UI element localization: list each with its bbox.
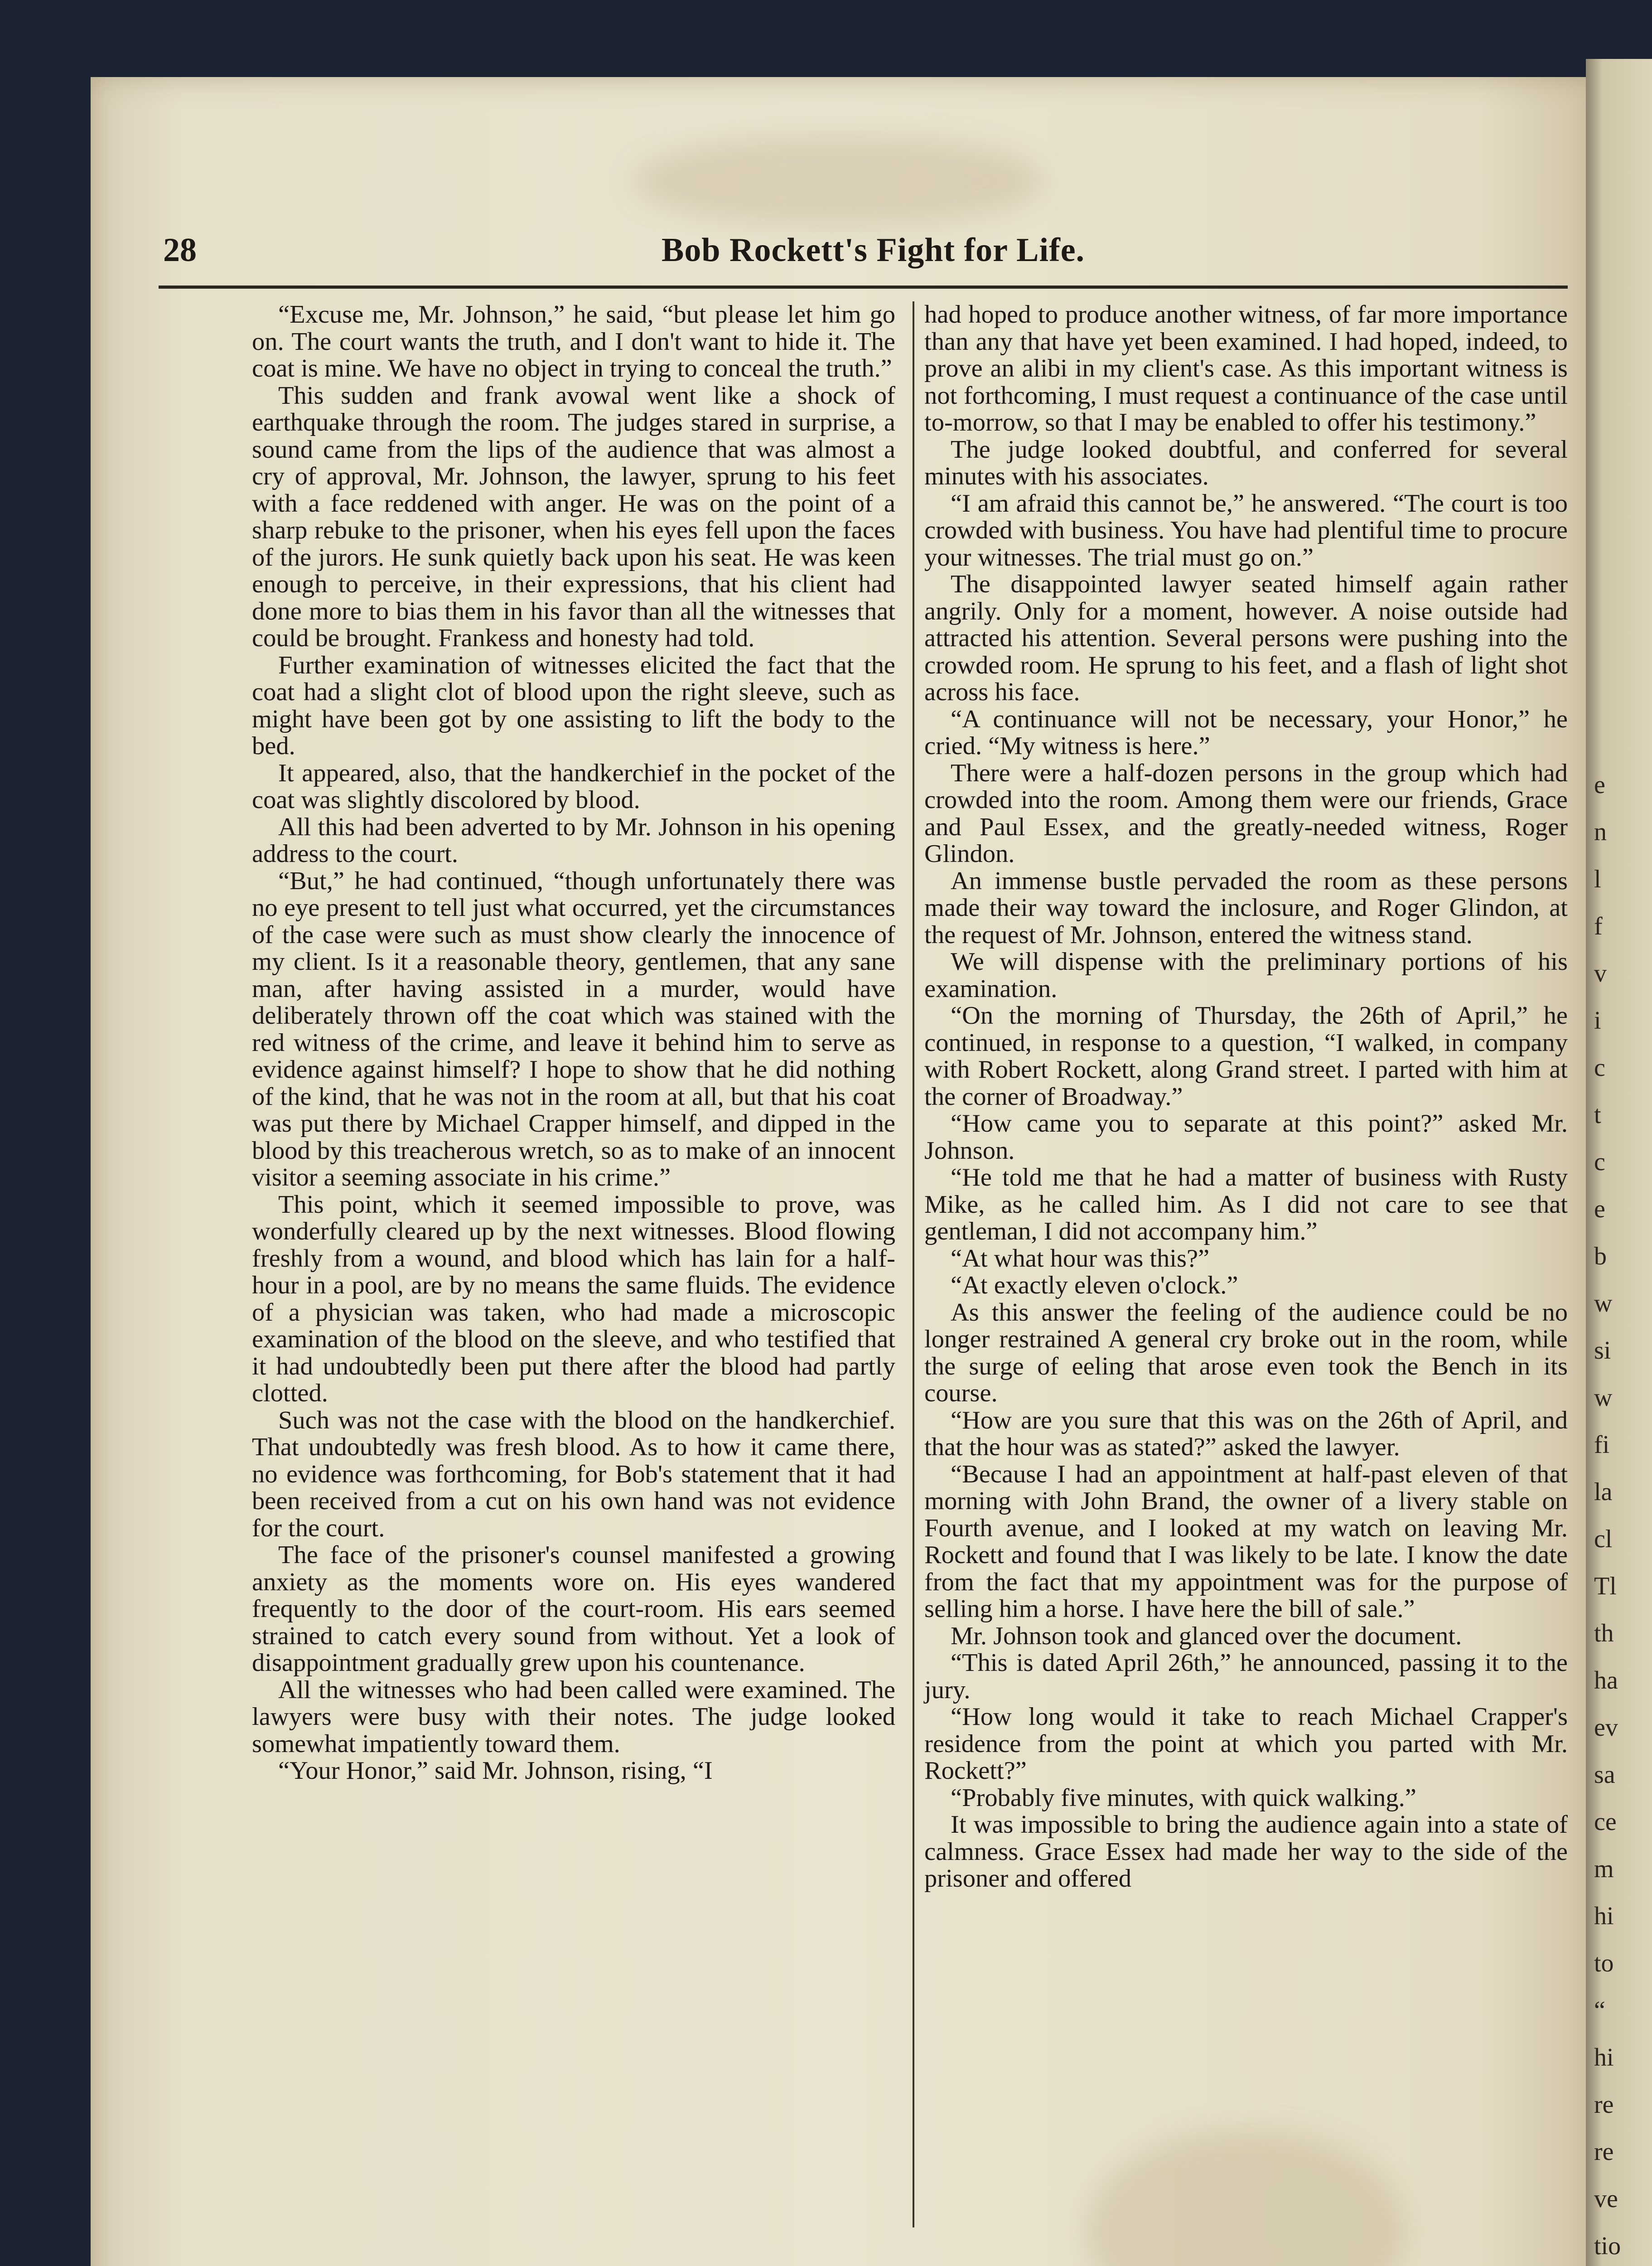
next-page-fragment: n [1594,818,1607,846]
next-page-fragment: ha [1594,1666,1618,1695]
paragraph: As this answer the feeling of the audience could be no longer restrained A general cry broke out in the room, while the surge of eeling that arose even took the Bench in its course. [924,1298,1568,1407]
paragraph: Further examination of witnesses elicited the fact that the coat had a slight clot of blood upon the right sleeve, such as might have been got by one assisting to lift the body to the bed. [252,651,895,760]
next-page-fragment: ev [1594,1714,1618,1742]
paragraph: An immense bustle pervaded the room as these persons made their way toward the inclosure, and Roger Glindon, at the request of Mr. Johnson, entered the witness stand. [924,867,1568,949]
next-page-fragment: Tl [1594,1572,1617,1600]
paragraph: “On the morning of Thursday, the 26th of April,” he continued, in response to a question, “I walked, in company with Robert Rockett, along Grand street. I parted with him at the corner of Broadway.” [924,1002,1568,1111]
paragraph: All the witnesses who had been called were examined. The lawyers were busy with their notes. The judge looked somewhat impatiently toward them. [252,1675,895,1758]
paragraph: All this had been adverted to by Mr. Johnson in his opening address to the court. [252,813,895,868]
next-page-fragment: ce [1594,1808,1617,1836]
paragraph: The disappointed lawyer seated himself again rather angrily. Only for a moment, however. A noise outside had attracted his attention. Several persons were pushing into the crowded room. He sprung to his feet, and a flash of light shot across his face. [924,570,1568,706]
next-page-fragment: w [1594,1384,1613,1412]
paragraph: It appeared, also, that the handkerchief in the pocket of the coat was slightly discolored by blood. [252,759,895,814]
next-page-fragment: hi [1594,2043,1614,2072]
page-number: 28 [163,232,197,269]
paragraph: Such was not the case with the blood on the handkerchief. That undoubtedly was fresh blood. As to how it came there, no evidence was forthcoming, for Bob's statement that it had been received from a cut on his own hand was not evidence for the court. [252,1406,895,1542]
next-page-fragment: th [1594,1619,1614,1647]
paper-stain [634,136,1042,227]
paragraph: It was impossible to bring the audience again into a state of calmness. Grace Essex had made her way to the side of the prisoner and offered [924,1811,1568,1893]
next-page-fragment: e [1594,771,1605,799]
next-page-fragment: la [1594,1478,1613,1506]
next-page-fragment: to [1594,1949,1614,1977]
paragraph: There were a half-dozen persons in the group which had crowded into the room. Among them were our friends, Grace and Paul Essex, and the greatly-needed witness, Roger Glindon. [924,759,1568,868]
paragraph: This sudden and frank avowal went like a shock of earthquake through the room. The judges stared in surprise, a sound came from the lips of the audience that was almost a cry of approval, Mr. Johnson, the lawyer, sprung to his feet with a face reddened with anger. He was on the point of a sharp rebuke to the prisoner, when his eyes fell upon the faces of the jurors. He sunk quietly back upon his seat. He was keen enough to perceive, in their expressions, that his client had done more to bias them in his favor than all the witnesses that could be brought. Frankess and honesty had told. [252,381,895,652]
paragraph: “How long would it take to reach Michael Crapper's residence from the point at which you parted with Mr. Rockett?” [924,1703,1568,1785]
next-page-fragment: v [1594,959,1607,988]
paragraph: Mr. Johnson took and glanced over the document. [951,1622,1462,1650]
paragraph: “I am afraid this cannot be,” he answered. “The court is too crowded with business. You have had plentiful time to procure your witnesses. The trial must go on.” [924,489,1568,571]
paragraph: “Probably five minutes, with quick walking.” [951,1783,1416,1812]
paragraph: “He told me that he had a matter of business with Rusty Mike, as he called him. As I did not care to see that gentleman, I did not accompany him.” [924,1163,1568,1245]
header-rule [159,286,1568,289]
next-page-fragment: fi [1594,1431,1610,1459]
paragraph: had hoped to produce another witness, of far more importance than any that have yet been examined. I had hoped, indeed, to prove an alibi in my client's case. As this important witness is not forthcoming, I must request a continuance of the case until to-morrow, so that I may be enabled to offer his testimony.” [924,300,1568,436]
next-page-fragment: tio [1594,2232,1621,2260]
paragraph: “A continuance will not be necessary, your Honor,” he cried. “My witness is here.” [924,705,1568,760]
paragraph: “Excuse me, Mr. Johnson,” he said, “but please let him go on. The court wants the truth, and I don't want to hide it. The coat is mine. We have no object in trying to conceal the truth.” [252,300,895,383]
paragraph: “At exactly eleven o'clock.” [951,1271,1238,1299]
next-page-fragment: e [1594,1195,1605,1223]
column-divider [913,301,914,2227]
next-page-fragment: t [1594,1101,1601,1129]
paragraph: “Your Honor,” said Mr. Johnson, rising, “I [278,1757,713,1785]
next-page-fragment: cl [1594,1525,1613,1553]
paragraph: “At what hour was this?” [951,1244,1210,1273]
next-page-fragment: sa [1594,1761,1615,1789]
page-header [163,227,1568,276]
next-page-fragment: w [1594,1289,1613,1317]
paragraph: “Because I had an appointment at half-past eleven of that morning with John Brand, the owner of a livery stable on Fourth avenue, and I looked at my watch on leaving Mr. Rockett and found that I was likely to be late. I know the date from the fact that my appointment was for the purpose of selling him a horse. I have here the bill of sale.” [924,1460,1568,1623]
paragraph: “But,” he had continued, “though unfortunately there was no eye present to tell just what occurred, yet the circumstances of the case were such as must show clearly the innocence of my client. Is it a reasonable theory, gentlemen, that any sane man, after having assisted in a murder, would have deliberately thrown off the coat which was stained with the red witness of the crime, and leave it behind him to serve as evidence against himself? I hope to show that he did nothing of the kind, that he was not in the room at all, but that his coat was put there by Michael Crapper himself, and dipped in the blood by this treacherous wretch, so as to make of an innocent visitor a seeming associate in his crime.” [252,867,895,1191]
paragraph: The judge looked doubtful, and conferred for several minutes with his associates. [924,435,1568,490]
paragraph: “This is dated April 26th,” he announced, passing it to the jury. [924,1649,1568,1704]
next-page-fragment: l [1594,865,1601,893]
next-page-sliver [1586,59,1652,2266]
next-page-fragment: re [1594,2138,1614,2166]
running-title: Bob Rockett's Fight for Life. [662,232,1085,269]
paragraph: The face of the prisoner's counsel manifested a growing anxiety as the moments wore on. His eyes wandered frequently to the door of the court-room. His ears seemed strained to catch every sound from without. Yet a look of disappointment gradually grew upon his countenance. [252,1541,895,1677]
next-page-fragment: hi [1594,1902,1614,1930]
next-page-fragment: c [1594,1148,1605,1176]
next-page-fragment: i [1594,1007,1601,1035]
next-page-fragment: b [1594,1242,1607,1270]
next-page-fragment: c [1594,1054,1605,1082]
next-page-fragment: re [1594,2091,1614,2119]
left-column [252,301,895,1785]
next-page-fragment: m [1594,1855,1614,1883]
paragraph: We will dispense with the preliminary portions of his examination. [924,948,1568,1003]
paragraph: “How came you to separate at this point?” asked Mr. Johnson. [924,1109,1568,1165]
next-page-fragment: “ [1594,1996,1605,2024]
next-page-fragment: si [1594,1336,1611,1365]
next-page-fragment: ve [1594,2185,1618,2213]
paragraph: This point, which it seemed impossible to prove, was wonderfully cleared up by the next witnesses. Blood flowing freshly from a wound, and blood which has lain for a half-hour in a pool, are by no means the same fluids. The evidence of a physician was taken, who had made a microscopic examination of the blood on the sleeve, and who testified that it had undoubtedly been put there after the blood had partly clotted. [252,1190,895,1407]
paragraph: “How are you sure that this was on the 26th of April, and that the hour was as stated?” asked the lawyer. [924,1406,1568,1461]
next-page-fragment: f [1594,912,1603,940]
right-column [924,301,1568,1893]
